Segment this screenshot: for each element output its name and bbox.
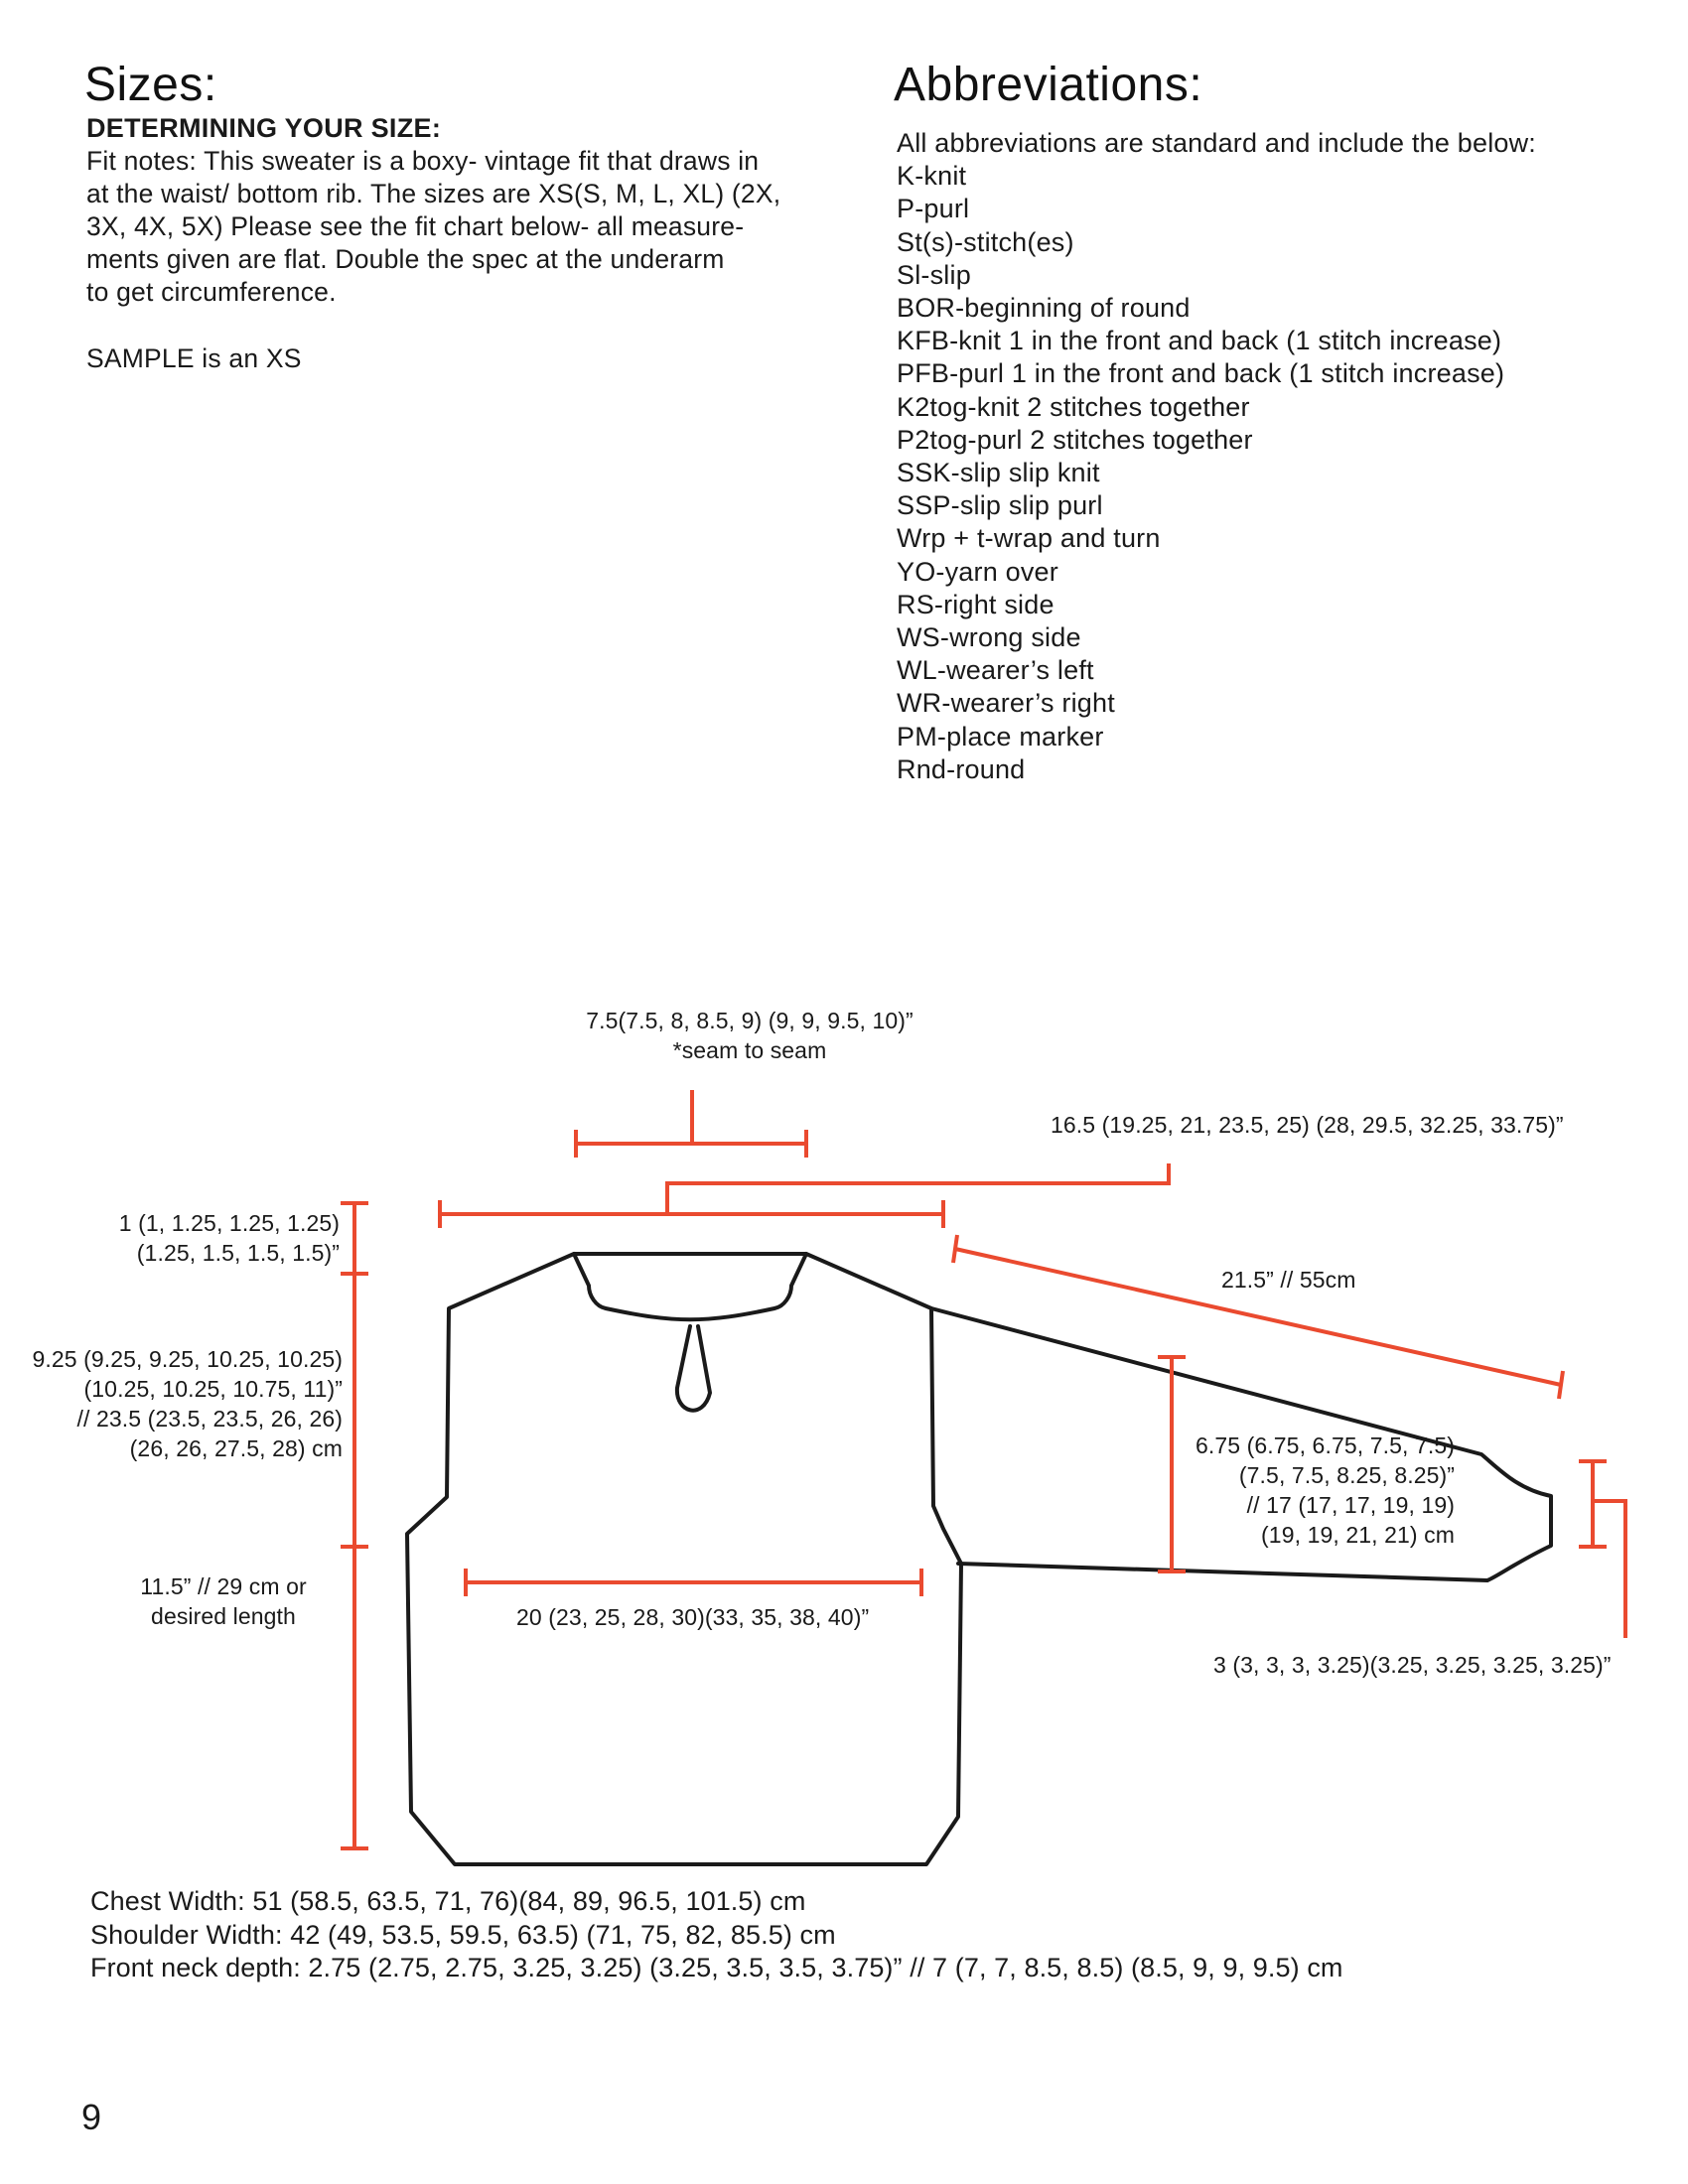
abbreviation-item: P-purl — [897, 194, 970, 224]
sample-note: SAMPLE is an XS — [86, 343, 302, 373]
fit-note-line: at the waist/ bottom rib. The sizes are XS(S, M, L, XL) (2X, — [86, 179, 781, 208]
abbreviation-item: K2tog-knit 2 stitches together — [897, 391, 1250, 422]
sleeve-length-tick-end — [1559, 1371, 1563, 1399]
body-length-value: 11.5” // 29 cm or — [140, 1573, 307, 1599]
neck-drop-value: 1 (1, 1.25, 1.25, 1.25) — [118, 1210, 340, 1236]
upper-arm-line: 6.75 (6.75, 6.75, 7.5, 7.5) — [1196, 1433, 1455, 1458]
abbreviation-item: YO-yarn over — [897, 556, 1058, 587]
front-neck-depth-measurement: Front neck depth: 2.75 (2.75, 2.75, 3.25, 3.25) (3.25, 3.5, 3.5, 3.75)” // 7 (7, 7, 8.5, 8.5) (8.5, 9, 9, 9.5) cm — [90, 1953, 1343, 1982]
front-neck-outline — [574, 1254, 806, 1319]
chest-label: 20 (23, 25, 28, 30)(33, 35, 38, 40)” — [516, 1604, 870, 1630]
upper-arm-line: (7.5, 7.5, 8.25, 8.25)” — [1238, 1462, 1455, 1488]
body-length-note: desired length — [151, 1603, 296, 1629]
abbreviation-item: SSK-slip slip knit — [897, 458, 1100, 488]
abbreviation-item: SSP-slip slip purl — [897, 490, 1103, 521]
sleeve-length-tick-start — [953, 1235, 957, 1263]
fit-note-line: Fit notes: This sweater is a boxy- vintage fit that draws in — [86, 146, 760, 176]
abbreviations-intro: All abbreviations are standard and include the below: — [897, 128, 1537, 158]
fit-note-line: ments given are flat. Double the spec at the underarm — [86, 244, 725, 274]
abbreviations-heading: Abbreviations: — [894, 59, 1203, 111]
yoke-depth-label — [10, 1344, 343, 1463]
abbreviation-item: Sl-slip — [897, 259, 971, 290]
shoulder-width-leader — [667, 1163, 1169, 1214]
sleeve-length-label: 21.5” // 55cm — [1221, 1267, 1356, 1293]
cuff-leader — [1593, 1501, 1625, 1638]
abbreviation-item: Wrp + t-wrap and turn — [897, 523, 1161, 554]
abbreviation-item: WS-wrong side — [897, 622, 1081, 653]
page-number: 9 — [81, 2097, 102, 2137]
abbreviation-item: BOR-beginning of round — [897, 293, 1191, 324]
neck-width-note: *seam to seam — [672, 1037, 827, 1063]
upper-arm-label — [1122, 1431, 1455, 1550]
abbreviation-item: PM-place marker — [897, 721, 1104, 751]
sizes-heading: Sizes: — [84, 59, 217, 111]
shoulder-width-measurement: Shoulder Width: 42 (49, 53.5, 59.5, 63.5) (71, 75, 82, 85.5) cm — [90, 1919, 836, 1950]
abbreviation-item: St(s)-stitch(es) — [897, 226, 1074, 257]
neck-width-value: 7.5(7.5, 8, 8.5, 9) (9, 9, 9.5, 10)” — [586, 1008, 914, 1033]
neck-drop-label — [60, 1208, 340, 1268]
yoke-depth-line: // 23.5 (23.5, 23.5, 26, 26) — [76, 1406, 343, 1432]
abbreviation-item: RS-right side — [897, 589, 1055, 619]
upper-arm-line: (19, 19, 21, 21) cm — [1261, 1522, 1455, 1548]
cuff-label: 3 (3, 3, 3, 3.25)(3.25, 3.25, 3.25, 3.25)” — [1213, 1652, 1612, 1678]
determining-size-subheading: DETERMINING YOUR SIZE: — [86, 113, 442, 143]
shoulder-width-label: 16.5 (19.25, 21, 23.5, 25) (28, 29.5, 32.25, 33.75)” — [1051, 1112, 1564, 1138]
abbreviation-item: WR-wearer’s right — [897, 688, 1115, 719]
abbreviation-item: K-knit — [897, 161, 967, 192]
body-length-label — [109, 1571, 338, 1631]
finished-measurements — [90, 1885, 1343, 1985]
chest-width-measurement: Chest Width: 51 (58.5, 63.5, 71, 76)(84, 89, 96.5, 101.5) cm — [90, 1886, 806, 1916]
abbreviation-item: PFB-purl 1 in the front and back (1 stitch increase) — [897, 358, 1505, 389]
yoke-depth-line: 9.25 (9.25, 9.25, 10.25, 10.25) — [32, 1346, 343, 1372]
fit-note-line: 3X, 4X, 5X) Please see the fit chart below- all measure- — [86, 211, 745, 241]
abbreviation-item: WL-wearer’s left — [897, 655, 1094, 686]
fit-note-line: to get circumference. — [86, 277, 337, 307]
neck-drop-value-2: (1.25, 1.5, 1.5, 1.5)” — [136, 1240, 340, 1266]
yoke-depth-line: (10.25, 10.25, 10.75, 11)” — [83, 1376, 343, 1402]
keyhole-outline — [677, 1326, 710, 1411]
neck-width-label — [556, 1006, 943, 1065]
abbreviation-item: Rnd-round — [897, 753, 1026, 784]
abbreviation-item: P2tog-purl 2 stitches together — [897, 424, 1253, 455]
abbreviation-item: KFB-knit 1 in the front and back (1 stitch increase) — [897, 326, 1502, 356]
upper-arm-line: // 17 (17, 17, 19, 19) — [1246, 1492, 1455, 1518]
yoke-depth-line: (26, 26, 27.5, 28) cm — [129, 1435, 343, 1461]
